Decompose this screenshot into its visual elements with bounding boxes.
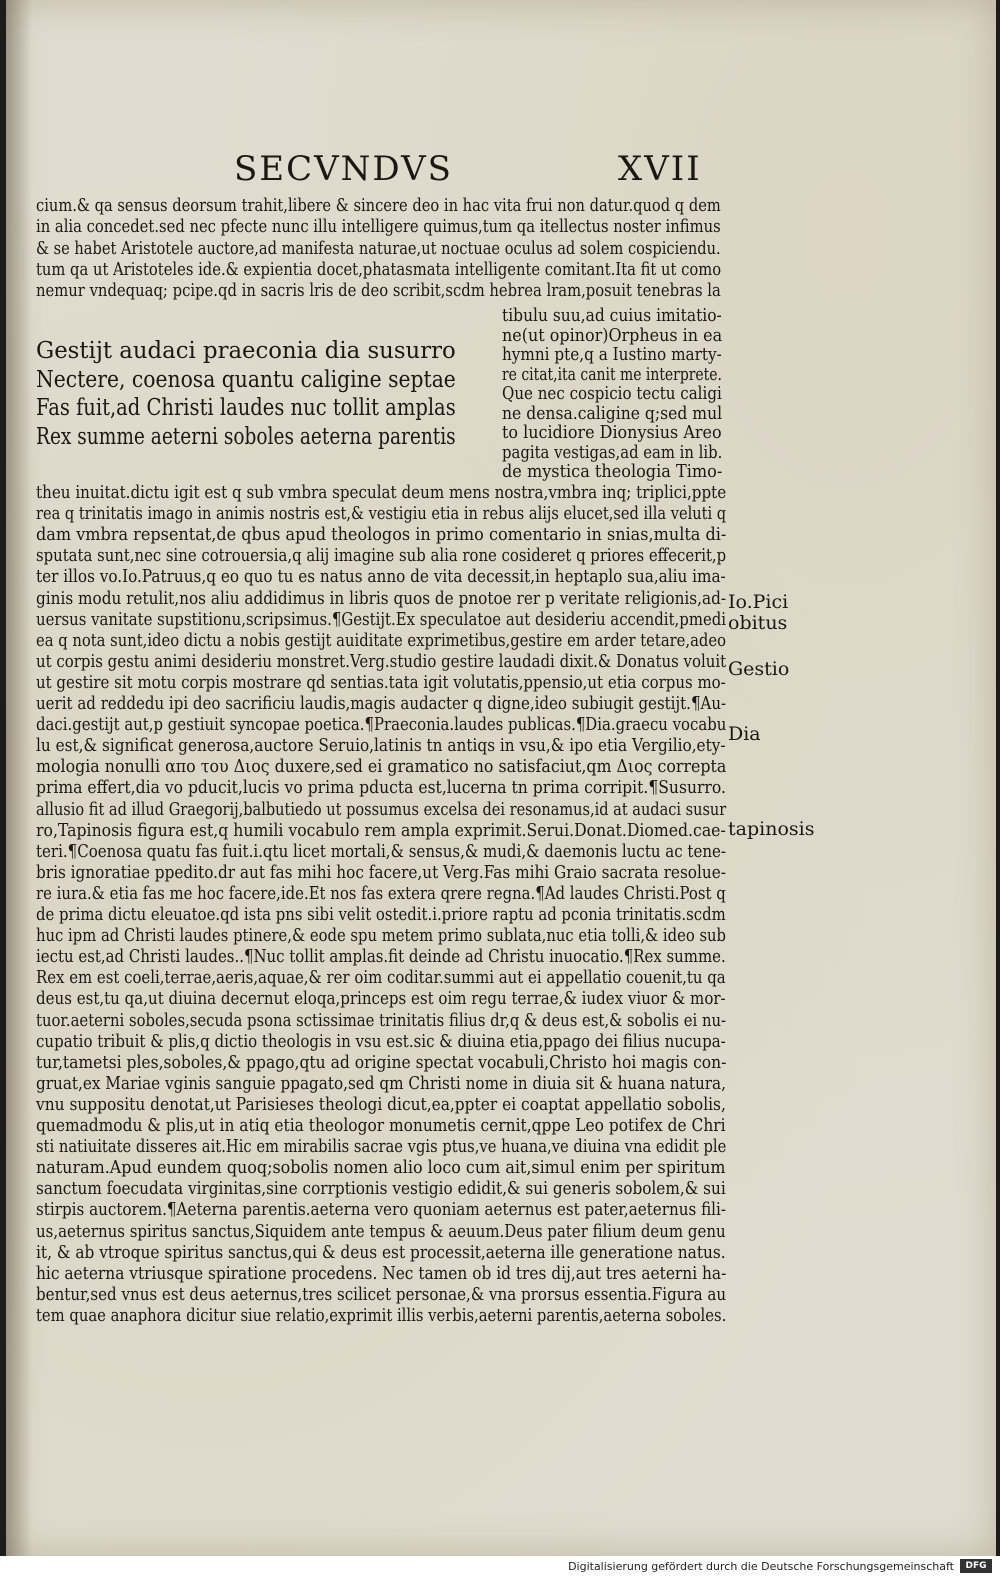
side-text-line: ne(ut opinor)Orpheus in ea — [502, 324, 723, 346]
verse-line: Rex summe aeterni soboles aeterna parentis — [36, 423, 456, 450]
side-text-line: to lucidiore Dionysius Areo — [502, 422, 722, 443]
side-text-line: pagita vestigas,ad eam in lib. — [502, 441, 723, 463]
side-text-line: Que nec cospicio tectu caligi — [502, 383, 722, 404]
footer-credit: Digitalisierung gefördert durch die Deutsche Forschungsgemeinschaft — [568, 1560, 954, 1573]
body-text-line: quemadmodu & plis,ut in atiq etia theologor monumetis cernit,qppe Leo potifex de Chri — [36, 1115, 726, 1136]
text-line: in alia concedet.sed nec pfecte nunc illu intelligere quimus,tum qa itellectus noster infimus — [36, 216, 721, 238]
body-text-line: tuor.aeterni soboles,secuda psona sctissimae trinitatis filius dr,q & deus est,& sobolis ei nu- — [36, 1009, 727, 1031]
body-text-line: prima effert,dia vo pducit,lucis vo prima pducta est,lucerna tn prima corripit.¶Susurro. — [36, 777, 726, 799]
side-text-line: hymni pte,q a Iustino marty- — [502, 344, 722, 365]
body-text-line: vnu suppositu denotat,ut Parisieses theologi dicut,ea,ppter ei coaptat appellatio sobolis, — [36, 1093, 726, 1115]
body-text-line: us,aeternus spiritus sanctus,Siquidem ante tempus & aeuum.Deus pater filium deum genu — [36, 1220, 726, 1242]
body-text-line: huc ipm ad Christi laudes ptinere,& eode spu metem primo sublata,nuc etia tolli,& ideo sub — [36, 925, 727, 947]
body-text-line: deus est,tu qa,ut diuina decernut eloqa,princeps est oim regu terrae,& iudex viuor & mor- — [36, 988, 726, 1010]
side-text-line: tibulu suu,ad cuius imitatio- — [502, 305, 722, 326]
body-text-line: ro,Tapinosis figura est,q humili vocabulo rem ampla exprimit.Serui.Donat.Diomed.cae- — [36, 819, 726, 841]
body-text-line: bentur,sed vnus est deus aeternus,tres scilicet personae,& vna prorsus essentia.Figura au — [36, 1283, 727, 1305]
body-text-line: cupatio tribuit & plis,q dictio theologis in vsu est.sic & diuina etia,ppago dei filius nucupa- — [36, 1030, 726, 1052]
side-text-line: ne densa.caligine q;sed mul — [502, 402, 723, 424]
dfg-logo: DFG — [960, 1559, 992, 1573]
body-text-line: lu est,& significat generosa,auctore Seruio,latinis tn antiqs in vsu,& ipo etia Vergilio,ety- — [36, 735, 726, 757]
folio-number: XVII — [618, 149, 702, 189]
verse-line: Nectere, coenosa quantu caligine septae — [36, 366, 456, 393]
body-text-line: sti natiuitate disseres ait.Hic em mirabilis sacrae vgis ptus,ve huana,ve diuina vna edidit ple — [36, 1136, 727, 1158]
body-text-line: tur,tametsi ples,soboles,& ppago,qtu ad origine spectat vocabuli,Christo hoi magis con- — [36, 1051, 727, 1073]
marginal-note: tapinosis — [728, 818, 815, 840]
body-text-line: teri.¶Coenosa quatu fas fuit.i.qtu licet mortali,& sensus,& mudi,& daemonis luctu ac tene- — [36, 840, 726, 862]
text-line: tum qa ut Aristoteles ide.& expientia docet,phatasmata intelligente comitant.Ita fit ut como — [36, 258, 722, 280]
text-line: cium.& qa sensus deorsum trahit,libere & sincere deo in hac vita frui non datur.quod q dem — [36, 195, 721, 216]
body-text-line: daci.gestijt aut,p gestiuit syncopae poetica.¶Praeconia.laudes publicas.¶Dia.graecu vocabu — [36, 714, 727, 736]
body-text-line: Rex em est coeli,terrae,aeris,aquae,& rer oim coditar.summi aut ei appellatio couenit,tu qa — [36, 967, 726, 989]
verse-line: Gestijt audaci praeconia dia susurro — [36, 338, 456, 364]
body-text-line: de prima dictu eleuatoe.qd ista pns sibi velit ostedit.i.priore raptu ad pconia trinitatis.scdm — [36, 904, 726, 925]
marginal-note: Io.Pici — [728, 591, 789, 613]
body-text-line: dam vmbra repsentat,de qbus apud theologos in primo comentario in snias,multa di- — [36, 524, 727, 546]
digitization-footer — [0, 1556, 1000, 1576]
body-text-line: sputata sunt,nec sine cotrouersia,q alij imagine sub alia rone cosideret q priores effecerit,p — [36, 545, 727, 567]
body-text-line: naturam.Apud eundem quoq;sobolis nomen alio loco cum ait,simul enim per spiritum — [36, 1157, 726, 1179]
body-text-line: allusio fit ad illud Graegorij,balbutiedo ut possumus excelsa dei resonamus,id at audaci susur — [36, 798, 727, 820]
body-text-line: iectu est,ad Christi laudes..¶Nuc tollit amplas.fit deinde ad Christu inuocatio.¶Rex summe. — [36, 946, 726, 968]
marginal-note: obitus — [728, 612, 788, 634]
text-line: & se habet Aristotele auctore,ad manifesta naturae,ut noctuae oculus ad solem cospiciendu. — [36, 237, 721, 259]
body-text-line: uersus vanitate supstitionu,scripsimus.¶Gestijt.Ex speculatoe aut desideriu accendit,pmedi — [36, 608, 727, 630]
verse-line: Fas fuit,ad Christi laudes nuc tollit amplas — [36, 395, 456, 421]
body-text-line: mologia nonulli απο του Διος duxere,sed ei gramatico no satisfaciut,qm Διος correpta — [36, 756, 727, 778]
body-text-line: theu inuitat.dictu igit est q sub vmbra speculat deum mens nostra,vmbra inq; triplici,ppte — [36, 482, 727, 503]
body-text-line: uerit ad reddedu ipi deo sacrificiu laudis,magis audacter q digne,ideo subiugit gestijt.¶Au- — [36, 693, 727, 714]
book-page — [6, 0, 996, 1556]
body-text-line: ter illos vo.Io.Patruus,q eo quo tu es natus anno de vita decessit,in heptaplo sua,aliu ima- — [36, 566, 726, 588]
page-gutter-shadow — [6, 0, 32, 1556]
body-text-line: sanctum foecudata virginitas,sine corrptionis vestigio edidit,& sui generis sobolem,& sui — [36, 1178, 726, 1200]
body-text-line: rea q trinitatis imago in animis nostris est,& vestigiu etia in rebus alijs elucet,sed illa veluti q — [36, 503, 727, 525]
body-text-line: ut corpis gestu animi desideriu monstret.Verg.studio gestire laudadi dixit.& Donatus voluit — [36, 650, 727, 672]
side-text-line: re citat,ita canit me interprete. — [502, 363, 722, 385]
running-head: SECVNDVS — [234, 149, 453, 189]
side-text-line: de mystica theologia Timo- — [502, 461, 723, 482]
body-text-line: bris ignoratiae ppedito.dr aut fas mihi hoc facere,ut Verg.Fas mihi Graio sacrata resolue- — [36, 861, 726, 883]
body-text-line: tem quae anaphora dicitur siue relatio,exprimit illis verbis,aeterni parentis,aeterna soboles. — [36, 1304, 727, 1326]
text-line: nemur vndequaq; pcipe.qd in sacris lris de deo scribit,scdm hebrea lram,posuit tenebras la — [36, 280, 721, 302]
body-text-line: hic aeterna vtriusque spiratione procedens. Nec tamen ob id tres dij,aut tres aeterni ha- — [36, 1262, 727, 1284]
marginal-note: Dia — [728, 723, 761, 745]
body-text-line: ginis modu retulit,nos aliu addidimus in libris quos de pnotoe rer p veritate religionis,ad- — [36, 587, 727, 609]
body-text-line: stirpis auctorem.¶Aeterna parentis.aeterna vero quoniam aeternus est pater,aeternus fili- — [36, 1199, 726, 1221]
body-text-line: ea q nota sunt,ideo dictu a nobis gestijt auiditate exprimetibus,gestire em arder tetare,adeo — [36, 629, 726, 651]
marginal-note: Gestio — [728, 658, 790, 680]
body-text-line: gruat,ex Mariae vginis sanguie ppagato,sed qm Christi nome in diuia sit & huana natura, — [36, 1072, 726, 1094]
body-text-line: it, & ab vtroque spiritus sanctus,qui & deus est processit,aeterna ille generatione natus. — [36, 1241, 726, 1263]
body-text-line: ut gestire sit motu corpis mostrare qd sentias.tata igit volutatis,ppensio,ut etia corpus mo- — [36, 671, 726, 693]
body-text-line: re iura.& etia fas me hoc facere,ide.Et nos fas extera qrere regna.¶Ad laudes Christi.Post q — [36, 882, 726, 904]
